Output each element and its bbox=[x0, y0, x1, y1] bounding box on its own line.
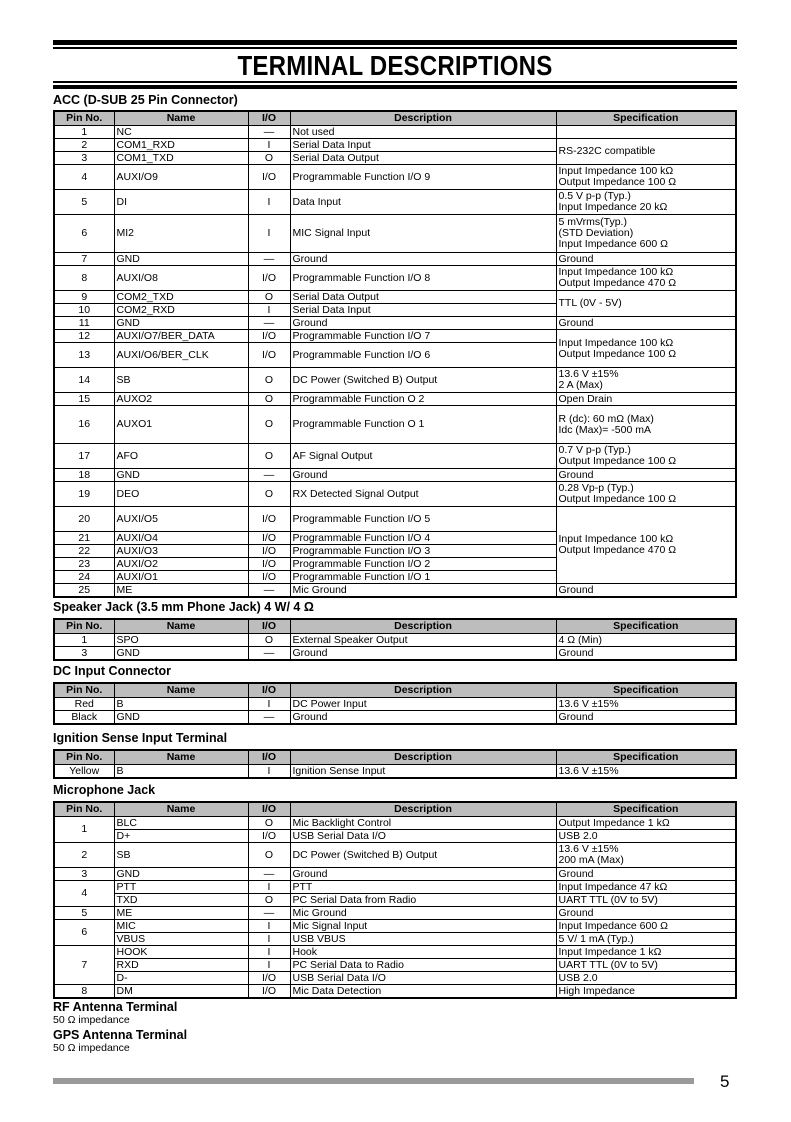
pin-number: Red bbox=[54, 698, 114, 711]
io-type: I/O bbox=[248, 545, 290, 558]
description: USB Serial Data I/O bbox=[290, 830, 556, 843]
description: USB Serial Data I/O bbox=[290, 972, 556, 985]
specification: Ground bbox=[556, 253, 736, 266]
pin-number: 25 bbox=[54, 584, 114, 598]
ignition-header-row bbox=[54, 750, 736, 765]
description: Ground bbox=[290, 469, 556, 482]
io-type: I/O bbox=[248, 830, 290, 843]
pin-number: 16 bbox=[54, 406, 114, 444]
description: External Speaker Output bbox=[290, 634, 556, 647]
header-description: Description bbox=[290, 750, 556, 765]
specification: Input Impedance 100 kΩ Output Impedance 100 Ω bbox=[556, 330, 736, 368]
header-pin: Pin No. bbox=[54, 619, 114, 634]
pin-number: 7 bbox=[54, 253, 114, 266]
pin-number: Black bbox=[54, 711, 114, 725]
specification: Input Impedance 1 kΩ bbox=[556, 946, 736, 959]
description: Programmable Function I/O 4 bbox=[290, 532, 556, 545]
table-row bbox=[54, 165, 736, 190]
signal-name: AUXI/O6/BER_CLK bbox=[114, 343, 248, 368]
io-type: O bbox=[248, 393, 290, 406]
pin-number: 12 bbox=[54, 330, 114, 343]
io-type: O bbox=[248, 406, 290, 444]
signal-name: SPO bbox=[114, 634, 248, 647]
header-io: I/O bbox=[248, 619, 290, 634]
signal-name: RXD bbox=[114, 959, 248, 972]
signal-name: MI2 bbox=[114, 215, 248, 253]
signal-name: B bbox=[114, 698, 248, 711]
description: DC Power (Switched B) Output bbox=[290, 843, 556, 868]
io-type: I/O bbox=[248, 571, 290, 584]
signal-name: AUXI/O5 bbox=[114, 507, 248, 532]
specification: UART TTL (0V to 5V) bbox=[556, 894, 736, 907]
table-row bbox=[54, 894, 736, 907]
description: Programmable Function O 2 bbox=[290, 393, 556, 406]
header-specification: Specification bbox=[556, 111, 736, 126]
io-type: — bbox=[248, 711, 290, 725]
signal-name: SB bbox=[114, 368, 248, 393]
table-row bbox=[54, 765, 736, 779]
pin-number: 15 bbox=[54, 393, 114, 406]
dc-header-row bbox=[54, 683, 736, 698]
pin-number: 6 bbox=[54, 920, 114, 946]
table-row bbox=[54, 933, 736, 946]
table-row bbox=[54, 482, 736, 507]
pin-number: 13 bbox=[54, 343, 114, 368]
pin-number: 8 bbox=[54, 985, 114, 999]
pin-number: 10 bbox=[54, 304, 114, 317]
table-row bbox=[54, 215, 736, 253]
io-type: O bbox=[248, 152, 290, 165]
specification: 0.5 V p-p (Typ.) Input Impedance 20 kΩ bbox=[556, 190, 736, 215]
table-row bbox=[54, 843, 736, 868]
specification: 13.6 V ±15% 2 A (Max) bbox=[556, 368, 736, 393]
title-underline-thick bbox=[53, 85, 737, 89]
header-io: I/O bbox=[248, 802, 290, 817]
pin-number: 24 bbox=[54, 571, 114, 584]
pin-number: 4 bbox=[54, 165, 114, 190]
header-io: I/O bbox=[248, 750, 290, 765]
table-row bbox=[54, 266, 736, 291]
io-type: — bbox=[248, 317, 290, 330]
specification: 0.7 V p-p (Typ.) Output Impedance 100 Ω bbox=[556, 444, 736, 469]
description: Programmable Function I/O 7 bbox=[290, 330, 556, 343]
specification: TTL (0V - 5V) bbox=[556, 291, 736, 317]
page-title: TERMINAL DESCRIPTIONS bbox=[237, 50, 553, 81]
io-type: I bbox=[248, 190, 290, 215]
table-row bbox=[54, 253, 736, 266]
table-row bbox=[54, 291, 736, 304]
pin-number: 19 bbox=[54, 482, 114, 507]
specification: High Impedance bbox=[556, 985, 736, 999]
specification: Input Impedance 600 Ω bbox=[556, 920, 736, 933]
description: PC Serial Data to Radio bbox=[290, 959, 556, 972]
pin-number: 8 bbox=[54, 266, 114, 291]
signal-name: D+ bbox=[114, 830, 248, 843]
description: PTT bbox=[290, 881, 556, 894]
ignition-table bbox=[53, 749, 737, 779]
description: Hook bbox=[290, 946, 556, 959]
pin-number: 3 bbox=[54, 868, 114, 881]
description: Not used bbox=[290, 126, 556, 139]
io-type: O bbox=[248, 634, 290, 647]
pin-number: 3 bbox=[54, 647, 114, 661]
signal-name: B bbox=[114, 765, 248, 779]
pin-number: 2 bbox=[54, 139, 114, 152]
microphone-header-row bbox=[54, 802, 736, 817]
io-type: I/O bbox=[248, 330, 290, 343]
io-type: I bbox=[248, 304, 290, 317]
signal-name: AUXI/O7/BER_DATA bbox=[114, 330, 248, 343]
table-row bbox=[54, 920, 736, 933]
io-type: — bbox=[248, 907, 290, 920]
signal-name: COM1_RXD bbox=[114, 139, 248, 152]
signal-name: DI bbox=[114, 190, 248, 215]
specification: Open Drain bbox=[556, 393, 736, 406]
description: Mic Ground bbox=[290, 907, 556, 920]
pin-number: 1 bbox=[54, 634, 114, 647]
description: Programmable Function I/O 3 bbox=[290, 545, 556, 558]
specification: 5 mVrms(Typ.) (STD Deviation) Input Impedance 600 Ω bbox=[556, 215, 736, 253]
description: Mic Backlight Control bbox=[290, 817, 556, 830]
io-type: I/O bbox=[248, 266, 290, 291]
io-type: O bbox=[248, 291, 290, 304]
header-name: Name bbox=[114, 750, 248, 765]
description: Programmable Function I/O 1 bbox=[290, 571, 556, 584]
io-type: O bbox=[248, 843, 290, 868]
description: Data Input bbox=[290, 190, 556, 215]
header-name: Name bbox=[114, 619, 248, 634]
signal-name: DEO bbox=[114, 482, 248, 507]
signal-name: GND bbox=[114, 711, 248, 725]
header-description: Description bbox=[290, 683, 556, 698]
specification: Input Impedance 100 kΩ Output Impedance 100 Ω bbox=[556, 165, 736, 190]
header-pin: Pin No. bbox=[54, 802, 114, 817]
pin-number: 21 bbox=[54, 532, 114, 545]
header-description: Description bbox=[290, 111, 556, 126]
io-type: I bbox=[248, 946, 290, 959]
speaker-heading: Speaker Jack (3.5 mm Phone Jack) 4 W/ 4 Ω bbox=[53, 600, 314, 614]
io-type: I/O bbox=[248, 165, 290, 190]
table-row bbox=[54, 907, 736, 920]
description: Ground bbox=[290, 711, 556, 725]
signal-name: VBUS bbox=[114, 933, 248, 946]
specification: 13.6 V ±15% bbox=[556, 765, 736, 779]
speaker-header-row bbox=[54, 619, 736, 634]
specification: Ground bbox=[556, 711, 736, 725]
description: DC Power (Switched B) Output bbox=[290, 368, 556, 393]
signal-name: PTT bbox=[114, 881, 248, 894]
pin-number: 5 bbox=[54, 190, 114, 215]
io-type: — bbox=[248, 253, 290, 266]
io-type: O bbox=[248, 444, 290, 469]
signal-name: BLC bbox=[114, 817, 248, 830]
description: Serial Data Input bbox=[290, 139, 556, 152]
header-name: Name bbox=[114, 683, 248, 698]
pin-number: 18 bbox=[54, 469, 114, 482]
table-row bbox=[54, 330, 736, 343]
signal-name: GND bbox=[114, 317, 248, 330]
pin-number: 17 bbox=[54, 444, 114, 469]
io-type: — bbox=[248, 584, 290, 598]
top-rule-thick bbox=[53, 40, 737, 45]
specification: Ground bbox=[556, 584, 736, 598]
io-type: I/O bbox=[248, 532, 290, 545]
title-underline-thin bbox=[53, 81, 737, 83]
specification: 0.28 Vp-p (Typ.) Output Impedance 100 Ω bbox=[556, 482, 736, 507]
page-number: 5 bbox=[720, 1072, 730, 1091]
table-row bbox=[54, 711, 736, 725]
specification: Ground bbox=[556, 317, 736, 330]
header-description: Description bbox=[290, 802, 556, 817]
table-row bbox=[54, 317, 736, 330]
dc-heading: DC Input Connector bbox=[53, 664, 172, 678]
specification: Output Impedance 1 kΩ bbox=[556, 817, 736, 830]
description: Mic Signal Input bbox=[290, 920, 556, 933]
pin-number: 9 bbox=[54, 291, 114, 304]
table-row bbox=[54, 868, 736, 881]
header-specification: Specification bbox=[556, 619, 736, 634]
header-specification: Specification bbox=[556, 683, 736, 698]
pin-number: 6 bbox=[54, 215, 114, 253]
io-type: O bbox=[248, 368, 290, 393]
table-row bbox=[54, 444, 736, 469]
description: Serial Data Input bbox=[290, 304, 556, 317]
io-type: O bbox=[248, 894, 290, 907]
io-type: I/O bbox=[248, 985, 290, 999]
description: Mic Data Detection bbox=[290, 985, 556, 999]
specification: RS-232C compatible bbox=[556, 139, 736, 165]
io-type: I bbox=[248, 698, 290, 711]
signal-name: AFO bbox=[114, 444, 248, 469]
table-row bbox=[54, 393, 736, 406]
header-pin: Pin No. bbox=[54, 683, 114, 698]
signal-name: HOOK bbox=[114, 946, 248, 959]
specification: R (dc): 60 mΩ (Max) Idc (Max)= -500 mA bbox=[556, 406, 736, 444]
description: AF Signal Output bbox=[290, 444, 556, 469]
description: Ground bbox=[290, 317, 556, 330]
pin-number: 1 bbox=[54, 126, 114, 139]
gps-impedance-note: 50 Ω impedance bbox=[53, 1042, 130, 1054]
pin-number: 20 bbox=[54, 507, 114, 532]
io-type: O bbox=[248, 817, 290, 830]
signal-name: AUXI/O3 bbox=[114, 545, 248, 558]
table-row bbox=[54, 190, 736, 215]
io-type: I bbox=[248, 139, 290, 152]
signal-name: COM2_RXD bbox=[114, 304, 248, 317]
pin-number: 14 bbox=[54, 368, 114, 393]
io-type: — bbox=[248, 469, 290, 482]
io-type: I/O bbox=[248, 558, 290, 571]
table-row bbox=[54, 126, 736, 139]
io-type: O bbox=[248, 482, 290, 507]
description: Mic Ground bbox=[290, 584, 556, 598]
header-specification: Specification bbox=[556, 750, 736, 765]
description: MIC Signal Input bbox=[290, 215, 556, 253]
specification: Ground bbox=[556, 907, 736, 920]
specification: Input Impedance 100 kΩ Output Impedance 470 Ω bbox=[556, 266, 736, 291]
pin-number: 2 bbox=[54, 843, 114, 868]
header-specification: Specification bbox=[556, 802, 736, 817]
table-row bbox=[54, 972, 736, 985]
table-row bbox=[54, 647, 736, 661]
pin-number: 4 bbox=[54, 881, 114, 907]
pin-number: 5 bbox=[54, 907, 114, 920]
table-row bbox=[54, 817, 736, 830]
signal-name: SB bbox=[114, 843, 248, 868]
specification: 5 V/ 1 mA (Typ.) bbox=[556, 933, 736, 946]
pin-number: 3 bbox=[54, 152, 114, 165]
header-description: Description bbox=[290, 619, 556, 634]
signal-name: COM1_TXD bbox=[114, 152, 248, 165]
io-type: I/O bbox=[248, 507, 290, 532]
specification: USB 2.0 bbox=[556, 972, 736, 985]
speaker-table bbox=[53, 618, 737, 661]
description: Programmable Function I/O 6 bbox=[290, 343, 556, 368]
signal-name: AUXI/O1 bbox=[114, 571, 248, 584]
table-row bbox=[54, 881, 736, 894]
io-type: I bbox=[248, 765, 290, 779]
table-row bbox=[54, 946, 736, 959]
specification: 13.6 V ±15% 200 mA (Max) bbox=[556, 843, 736, 868]
signal-name: COM2_TXD bbox=[114, 291, 248, 304]
description: Programmable Function I/O 2 bbox=[290, 558, 556, 571]
table-row bbox=[54, 406, 736, 444]
io-type: — bbox=[248, 126, 290, 139]
footer-rule bbox=[53, 1078, 694, 1084]
description: Programmable Function I/O 5 bbox=[290, 507, 556, 532]
description: Programmable Function I/O 8 bbox=[290, 266, 556, 291]
description: USB VBUS bbox=[290, 933, 556, 946]
signal-name: AUXI/O2 bbox=[114, 558, 248, 571]
description: RX Detected Signal Output bbox=[290, 482, 556, 507]
description: Programmable Function I/O 9 bbox=[290, 165, 556, 190]
io-type: I/O bbox=[248, 343, 290, 368]
signal-name: AUXO2 bbox=[114, 393, 248, 406]
table-row bbox=[54, 139, 736, 152]
microphone-table bbox=[53, 801, 737, 999]
io-type: I bbox=[248, 920, 290, 933]
rf-impedance-note: 50 Ω impedance bbox=[53, 1014, 130, 1026]
table-row bbox=[54, 985, 736, 999]
io-type: — bbox=[248, 868, 290, 881]
signal-name: GND bbox=[114, 647, 248, 661]
header-name: Name bbox=[114, 111, 248, 126]
header-pin: Pin No. bbox=[54, 750, 114, 765]
signal-name: MIC bbox=[114, 920, 248, 933]
io-type: — bbox=[248, 647, 290, 661]
pin-number: 11 bbox=[54, 317, 114, 330]
io-type: I bbox=[248, 881, 290, 894]
header-name: Name bbox=[114, 802, 248, 817]
table-row bbox=[54, 469, 736, 482]
description: PC Serial Data from Radio bbox=[290, 894, 556, 907]
io-type: I bbox=[248, 959, 290, 972]
specification: Ground bbox=[556, 647, 736, 661]
description: DC Power Input bbox=[290, 698, 556, 711]
signal-name: DM bbox=[114, 985, 248, 999]
specification: 4 Ω (Min) bbox=[556, 634, 736, 647]
header-io: I/O bbox=[248, 111, 290, 126]
table-row bbox=[54, 698, 736, 711]
specification bbox=[556, 126, 736, 139]
signal-name: ME bbox=[114, 907, 248, 920]
ignition-heading: Ignition Sense Input Terminal bbox=[53, 731, 228, 745]
specification: USB 2.0 bbox=[556, 830, 736, 843]
specification: Input Impedance 100 kΩ Output Impedance 470 Ω bbox=[556, 507, 736, 584]
table-row bbox=[54, 830, 736, 843]
table-row bbox=[54, 507, 736, 532]
specification: 13.6 V ±15% bbox=[556, 698, 736, 711]
pin-number: 1 bbox=[54, 817, 114, 843]
signal-name: AUXI/O9 bbox=[114, 165, 248, 190]
signal-name: TXD bbox=[114, 894, 248, 907]
description: Serial Data Output bbox=[290, 152, 556, 165]
pin-number: Yellow bbox=[54, 765, 114, 779]
pin-number: 23 bbox=[54, 558, 114, 571]
specification: UART TTL (0V to 5V) bbox=[556, 959, 736, 972]
signal-name: AUXI/O4 bbox=[114, 532, 248, 545]
description: Ground bbox=[290, 253, 556, 266]
dc-table bbox=[53, 682, 737, 725]
description: Ground bbox=[290, 647, 556, 661]
specification: Ground bbox=[556, 469, 736, 482]
signal-name: AUXO1 bbox=[114, 406, 248, 444]
description: Ignition Sense Input bbox=[290, 765, 556, 779]
description: Ground bbox=[290, 868, 556, 881]
signal-name: NC bbox=[114, 126, 248, 139]
signal-name: D- bbox=[114, 972, 248, 985]
acc-heading: ACC (D-SUB 25 Pin Connector) bbox=[53, 93, 238, 107]
specification: Input Impedance 47 kΩ bbox=[556, 881, 736, 894]
signal-name: GND bbox=[114, 868, 248, 881]
microphone-heading: Microphone Jack bbox=[53, 783, 156, 797]
acc-table bbox=[53, 110, 737, 598]
signal-name: AUXI/O8 bbox=[114, 266, 248, 291]
io-type: I bbox=[248, 215, 290, 253]
specification: Ground bbox=[556, 868, 736, 881]
signal-name: GND bbox=[114, 253, 248, 266]
table-row bbox=[54, 368, 736, 393]
description: Programmable Function O 1 bbox=[290, 406, 556, 444]
signal-name: GND bbox=[114, 469, 248, 482]
acc-header-row bbox=[54, 111, 736, 126]
table-row bbox=[54, 959, 736, 972]
table-row bbox=[54, 634, 736, 647]
gps-heading: GPS Antenna Terminal bbox=[53, 1028, 188, 1042]
rf-heading: RF Antenna Terminal bbox=[53, 1000, 178, 1014]
io-type: I bbox=[248, 933, 290, 946]
header-pin: Pin No. bbox=[54, 111, 114, 126]
pin-number: 7 bbox=[54, 946, 114, 985]
table-row bbox=[54, 584, 736, 598]
pin-number: 22 bbox=[54, 545, 114, 558]
description: Serial Data Output bbox=[290, 291, 556, 304]
header-io: I/O bbox=[248, 683, 290, 698]
signal-name: ME bbox=[114, 584, 248, 598]
io-type: I/O bbox=[248, 972, 290, 985]
